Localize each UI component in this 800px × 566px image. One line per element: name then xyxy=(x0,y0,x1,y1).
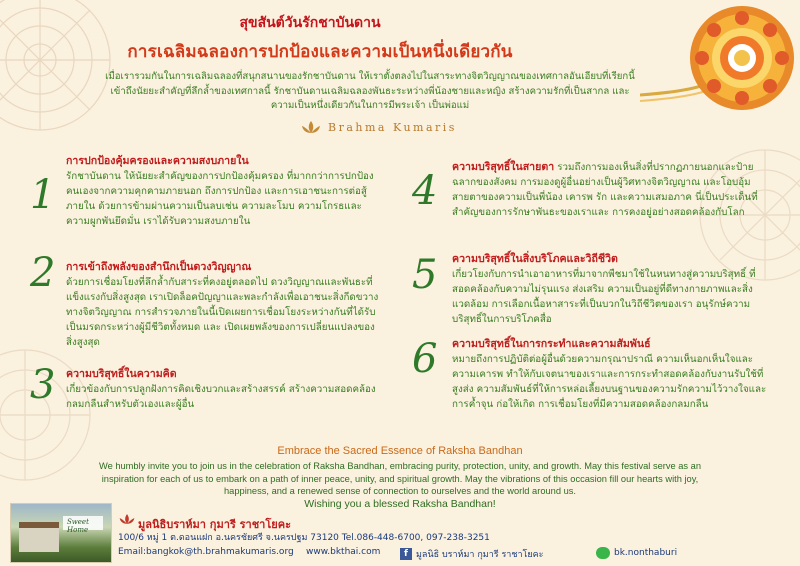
item-number-3: 3 xyxy=(30,362,56,408)
org-name: มูลนิธิบราห์มา กุมารี ราชาโยคะ xyxy=(138,518,291,531)
english-wish: Wishing you a blessed Raksha Bandhan! xyxy=(304,498,496,510)
item-number-1: 1 xyxy=(30,172,56,218)
section-body: หมายถึงการปฏิบัติต่อผู้อื่นด้วยความกรุณาปราณี ความเห็นอกเห็นใจและความเคารพ ทำให้กับเจตนาของเราและการกระทำสอดคล้องกับงานรับใช้ที่สูงส่ง ความสัมพันธ์ที่ให้การหล่อเลี้ยงบนฐานของความรักความไว้วางใจและการค้ำจุน ก่อให้เกิด การเชื่อมโยงที่มีความสอดคล้องกลมกลืน xyxy=(452,354,767,410)
item-number-6: 6 xyxy=(412,336,438,382)
english-body: We humbly invite you to join us in the celebration of Raksha Bandhan, embracing purity, protection, unity, and growth. May this festival serve as an inspiration for each of us to embark on a path of inner peace, unity, and spiritual growth. May the vibrations of this occasion fill our hearts with joy, happiness, and a renewed sense of connection to ourselves and the world around us. xyxy=(98,461,702,496)
rakhi-illustration xyxy=(640,0,800,135)
english-heading: Embrace the Sacred Essence of Raksha Bandhan xyxy=(277,445,523,457)
section-body: ด้วยการเชื่อมโยงที่ลึกล้ำกับสาระที่คงอยู่ตลอดไป ดวงวิญญาณและพันธะที่แข็งแรงกับสิ่งสูงสุด เราเปิดล็อคปัญญาและพละกำลังเพื่อเอาชนะสิ่งกีดขวางทางจิตวิญญาณ การสำรวจภายในนี้เปิดเผยการเชื่อมโยงระหว่างกันที่ได้รับเป็นมรดกระหว่างผู้มีชีวิตทั้งหมด และ เปิดเผยพลังของการเปลี่ยนแปลงของสิ่งสูงสุด xyxy=(66,277,379,348)
section-title: ความบริสุทธิ์ในสิ่งบริโภคและวิถีชีวิต xyxy=(452,253,618,265)
section-2 xyxy=(66,260,384,350)
page-title: สุขสันต์วันรักชาบันดาน xyxy=(239,15,381,31)
facebook-icon: f xyxy=(400,548,412,560)
item-number-4: 4 xyxy=(412,168,438,214)
brand-logo xyxy=(300,120,457,134)
section-5 xyxy=(452,252,770,327)
section-body: เกี่ยวข้องกับการปลูกฝังการคิดเชิงบวกและสร้างสรรค์ สร้างความสอดคล้องกลมกลืนสำหรับตัวเองและผู้อื่น xyxy=(66,384,376,410)
section-text: รวมถึงการมองเห็นสิ่งที่ปรากฏภายนอกและป้ายฉลากของสังคม การมองดูผู้อื่นอย่างเป็นผู้วิศทางจิตวิญญาณ และโอบอุ้มสายตาของความเป็นพี่น้อง เคารพ รัก และความเสมอภาค นี่เป็นประเด็นที่สำคัญของการรักษาพันธะของเราและ การคงอยู่อย่างสอดคล้องกับโลก xyxy=(452,162,758,218)
section-title: ความบริสุทธิ์ในความคิด xyxy=(66,368,177,380)
org-logo-icon xyxy=(118,512,136,526)
lotus-icon xyxy=(300,120,322,134)
page-subtitle: การเฉลิมฉลองการปกป้องและความเป็นหนึ่งเดียวกัน xyxy=(127,42,513,62)
building-shape xyxy=(19,522,59,552)
contact-website[interactable] xyxy=(306,547,380,557)
email-text[interactable]: Email:bangkok@th.brahmakumaris.org xyxy=(118,547,294,557)
section-body: เกี่ยวโยงกับการนำเอาอาหารที่มาจากพืชมาใช้ในหนทางสู่ความบริสุทธิ์ ที่สอดคล้องกับความไม่รุนแรง ส่งเสริม ความเป็นอยู่ที่ดีทางกายภาพและสิ่งแวดล้อม การเลือกเนื้อหาสาระที่เป็นบวกในวิถีชีวิตของเรา อนุรักษ์ความบริสุทธิ์ในการบริโภคสื่อ xyxy=(452,269,756,325)
section-4 xyxy=(452,160,770,220)
section-title: ความบริสุทธิ์ในการกระทำและความสัมพันธ์ xyxy=(452,338,651,350)
item-number-2: 2 xyxy=(30,250,56,296)
section-1 xyxy=(66,154,384,229)
contact-line[interactable] xyxy=(596,547,677,559)
photo-label: Sweet Home xyxy=(67,518,89,534)
section-body: รักชาบันดาน ให้นัยยะสำคัญของการปกป้องคุ้มครอง ที่มากกว่าการปกป้องคนเองจากความคุกคามภายนอก ถึงการปกป้อง และการเอาชนะการต่อสู้ ภายใน ด้วยการข้ามผ่านความเป็นลบเช่น ความละโมบ ความโกรธและความผูกพันยึดมั่น เราได้รับความสงบภายใน xyxy=(66,171,374,227)
section-3 xyxy=(66,367,384,412)
center-photo xyxy=(10,503,112,563)
line-icon xyxy=(596,547,610,559)
section-title: การเข้าถึงพลังของสำนึกเป็นดวงวิญญาณ xyxy=(66,261,252,273)
section-6 xyxy=(452,337,770,412)
contact-email[interactable] xyxy=(118,547,294,557)
section-title: การปกป้องคุ้มครองและความสงบภายใน xyxy=(66,155,249,167)
brand-name: Brahma Kumaris xyxy=(328,120,457,134)
section-title: ความบริสุทธิ์ในสายตา xyxy=(452,161,555,173)
line-text[interactable]: bk.nonthaburi xyxy=(614,548,678,558)
item-number-5: 5 xyxy=(412,252,438,298)
website-text[interactable]: www.bkthai.com xyxy=(306,547,381,557)
section-body xyxy=(452,160,770,220)
intro-paragraph: เมื่อเรารวมกันในการเฉลิมฉลองที่สนุกสนานของรักชาบันดาน ให้เราตั้งตลงไปในสาระทางจิตวิญญาณของเทศกาลอันเอียบที่เรียกนี้ เข้าถึงนัยยะสำคัญที่ลึกล้ำของเทศกาลนี้ รักชาบันดานเฉลิมฉลองพันธะระหว่างพี่น้องชายและหญิง สร้างความรักที่เป็นสากล และความเป็นหนึ่งเดียวกันในการมีพระเจ้า เป็นพ่อแม่ xyxy=(105,71,635,111)
facebook-text[interactable]: มูลนิธิ บราห์มา กุมารี ราชาโยคะ xyxy=(416,550,544,560)
org-address: 100/6 หมู่ 1 ต.ดอนแฝก อ.นครชัยศรี จ.นครปฐม 73120 Tel.086-448-6700, 097-238-3251 xyxy=(118,533,490,543)
contact-facebook[interactable] xyxy=(400,547,543,561)
